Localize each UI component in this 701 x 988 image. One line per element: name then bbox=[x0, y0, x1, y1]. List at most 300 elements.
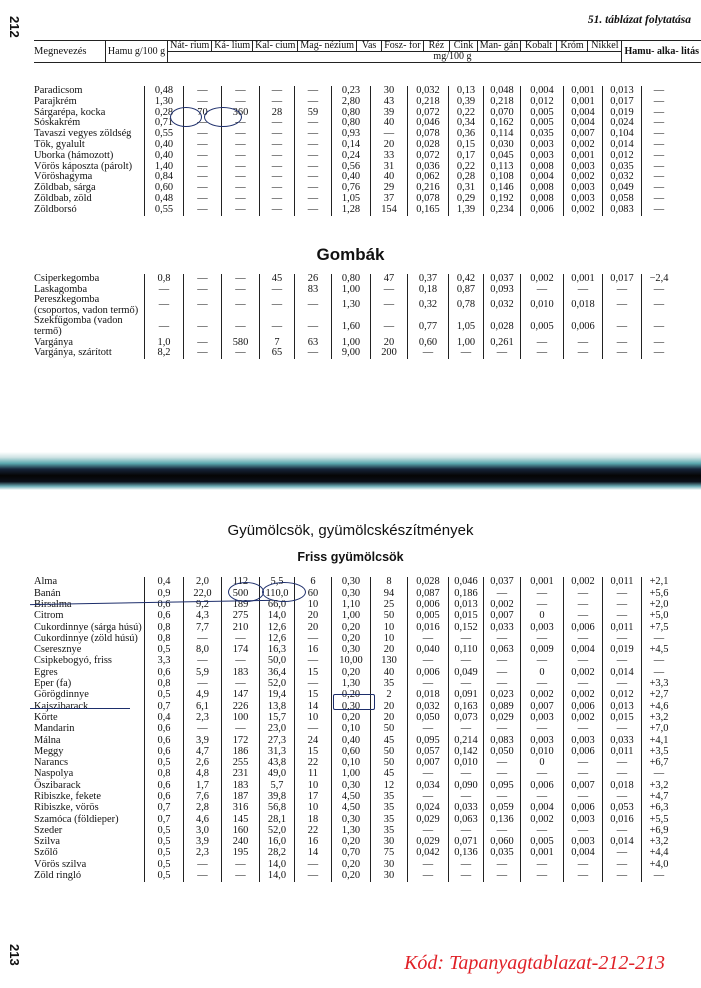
value-cell: +2,0 bbox=[642, 600, 677, 611]
scan-fold-band bbox=[0, 452, 701, 490]
value-cell: 0,036 bbox=[408, 162, 449, 173]
value-cell: 0,20 bbox=[332, 713, 371, 724]
pen-box-mark bbox=[333, 694, 375, 710]
value-cell: 7,7 bbox=[184, 622, 222, 633]
value-cell: 20 bbox=[371, 713, 408, 724]
value-cell: 0,014 bbox=[603, 837, 642, 848]
value-cell: — bbox=[449, 871, 484, 882]
table-row bbox=[34, 859, 676, 870]
value-cell: 0,060 bbox=[484, 837, 521, 848]
value-cell: — bbox=[449, 792, 484, 803]
value-cell: 0,033 bbox=[484, 622, 521, 633]
value-cell: 0,70 bbox=[332, 848, 371, 859]
col-nikkel: Nikkel bbox=[588, 41, 622, 52]
value-cell: 0,4 bbox=[145, 577, 184, 588]
value-cell: 0,063 bbox=[449, 814, 484, 825]
value-cell: 240 bbox=[222, 837, 260, 848]
value-cell: 0,078 bbox=[408, 129, 449, 140]
value-cell: 1,28 bbox=[332, 205, 371, 216]
value-cell: 0,7 bbox=[145, 814, 184, 825]
value-cell: — bbox=[521, 792, 564, 803]
value-cell: 0,063 bbox=[484, 645, 521, 656]
value-cell: 0,214 bbox=[449, 735, 484, 746]
value-cell: 0,114 bbox=[484, 129, 521, 140]
value-cell: 0,22 bbox=[449, 162, 484, 173]
value-cell: — bbox=[603, 792, 642, 803]
value-cell: — bbox=[222, 172, 260, 183]
value-cell: — bbox=[484, 758, 521, 769]
value-cell: 4,50 bbox=[332, 792, 371, 803]
row-name-cell: Pereszkegomba (csoportos, vadon termő) bbox=[34, 294, 139, 316]
value-cell: 22 bbox=[295, 826, 332, 837]
value-cell: 40 bbox=[371, 172, 408, 183]
value-cell: 4,50 bbox=[332, 803, 371, 814]
value-cell: 14 bbox=[295, 848, 332, 859]
value-cell: 4,7 bbox=[184, 746, 222, 757]
value-cell: 11 bbox=[295, 769, 332, 780]
value-cell: 0,024 bbox=[408, 803, 449, 814]
value-cell: 3,9 bbox=[184, 735, 222, 746]
value-cell: 0,78 bbox=[449, 295, 484, 316]
value-cell: 316 bbox=[222, 803, 260, 814]
value-cell: — bbox=[603, 611, 642, 622]
col-hamu: Hamu g/100 g bbox=[105, 41, 167, 63]
value-cell: — bbox=[603, 338, 642, 349]
value-cell: — bbox=[449, 348, 484, 359]
row-name-cell: Naspolya bbox=[34, 768, 74, 780]
value-cell: 0,110 bbox=[449, 645, 484, 656]
value-cell: — bbox=[484, 826, 521, 837]
value-cell: 580 bbox=[222, 338, 260, 349]
value-cell: 0,30 bbox=[332, 780, 371, 791]
value-cell: 0,005 bbox=[408, 611, 449, 622]
value-cell: 0,002 bbox=[564, 577, 603, 588]
value-cell: 6 bbox=[295, 577, 332, 588]
value-cell: 0,17 bbox=[449, 151, 484, 162]
value-cell: 0,083 bbox=[484, 735, 521, 746]
value-cell: 0,20 bbox=[332, 667, 371, 678]
value-cell: 0,001 bbox=[521, 577, 564, 588]
section-title-fresh-fruits: Friss gyümölcsök bbox=[297, 550, 404, 564]
row-name-cell: Ribiszke, fekete bbox=[34, 790, 101, 802]
value-cell: 28 bbox=[260, 108, 295, 119]
value-cell: 8,2 bbox=[145, 348, 184, 359]
value-cell: — bbox=[184, 679, 222, 690]
value-cell: 12 bbox=[371, 780, 408, 791]
fruits-table bbox=[34, 577, 676, 882]
value-cell: 0,003 bbox=[564, 837, 603, 848]
value-cell: — bbox=[260, 295, 295, 316]
row-name-cell: Birsalma bbox=[34, 598, 72, 610]
value-cell: 0,004 bbox=[564, 118, 603, 129]
value-cell: — bbox=[184, 86, 222, 97]
value-cell: 0,6 bbox=[145, 600, 184, 611]
value-cell: — bbox=[449, 826, 484, 837]
value-cell: 15 bbox=[295, 746, 332, 757]
value-cell: — bbox=[449, 633, 484, 644]
table-row bbox=[34, 633, 676, 644]
value-cell: 112 bbox=[222, 577, 260, 588]
value-cell: — bbox=[222, 871, 260, 882]
col-kobalt: Kobalt bbox=[521, 41, 556, 52]
value-cell: 1,30 bbox=[332, 295, 371, 316]
value-cell: 0,5 bbox=[145, 837, 184, 848]
value-cell: 10 bbox=[295, 803, 332, 814]
value-cell: 26 bbox=[295, 274, 332, 285]
value-cell: 0,004 bbox=[564, 645, 603, 656]
value-cell: — bbox=[564, 724, 603, 735]
value-cell: — bbox=[184, 194, 222, 205]
value-cell: 35 bbox=[371, 679, 408, 690]
row-name-cell: Szekfűgomba (vadon termő) bbox=[34, 315, 123, 337]
value-cell: 0,30 bbox=[332, 814, 371, 825]
vegetables-table bbox=[34, 86, 676, 216]
value-cell: 0,37 bbox=[408, 274, 449, 285]
value-cell: 0,104 bbox=[603, 129, 642, 140]
value-cell: 45 bbox=[371, 735, 408, 746]
value-cell: 10 bbox=[295, 713, 332, 724]
value-cell: 0,003 bbox=[564, 194, 603, 205]
table-row bbox=[34, 205, 676, 216]
value-cell: 50 bbox=[371, 746, 408, 757]
value-cell: 19,4 bbox=[260, 690, 295, 701]
value-cell: — bbox=[484, 724, 521, 735]
pen-underline-mark bbox=[30, 708, 130, 709]
value-cell: 187 bbox=[222, 792, 260, 803]
value-cell: — bbox=[222, 162, 260, 173]
value-cell: 0,32 bbox=[408, 295, 449, 316]
value-cell: 52,0 bbox=[260, 679, 295, 690]
value-cell: — bbox=[222, 724, 260, 735]
row-name-cell: Sárgarépa, kocka bbox=[34, 106, 106, 118]
table-row bbox=[34, 792, 676, 803]
value-cell: 70 bbox=[184, 108, 222, 119]
value-cell: 0,80 bbox=[332, 274, 371, 285]
value-cell: 0,029 bbox=[408, 837, 449, 848]
value-cell: — bbox=[260, 140, 295, 151]
value-cell: 0,032 bbox=[603, 172, 642, 183]
value-cell: 23,0 bbox=[260, 724, 295, 735]
value-cell: 1,00 bbox=[332, 285, 371, 296]
value-cell: — bbox=[184, 859, 222, 870]
value-cell: +7,5 bbox=[642, 622, 677, 633]
value-cell: 47 bbox=[371, 274, 408, 285]
value-cell: 0,003 bbox=[564, 183, 603, 194]
value-cell: 0,012 bbox=[521, 97, 564, 108]
value-cell: 0,003 bbox=[521, 140, 564, 151]
value-cell: 0,218 bbox=[484, 97, 521, 108]
value-cell: — bbox=[603, 633, 642, 644]
row-name-cell: Uborka (hámozott) bbox=[34, 149, 114, 161]
value-cell: 0,034 bbox=[408, 780, 449, 791]
value-cell: 0,71 bbox=[145, 118, 184, 129]
value-cell: 40 bbox=[371, 667, 408, 678]
row-name-cell: Meggy bbox=[34, 745, 64, 757]
value-cell: 15 bbox=[295, 667, 332, 678]
value-cell: — bbox=[642, 338, 677, 349]
row-name-cell: Kajszibarack bbox=[34, 700, 89, 712]
value-cell: 0,003 bbox=[564, 814, 603, 825]
value-cell: — bbox=[184, 285, 222, 296]
value-cell: 0,091 bbox=[449, 690, 484, 701]
value-cell: 20 bbox=[371, 140, 408, 151]
value-cell: 50 bbox=[371, 611, 408, 622]
table-row bbox=[34, 600, 676, 611]
value-cell: 0,050 bbox=[408, 713, 449, 724]
value-cell: 174 bbox=[222, 645, 260, 656]
value-cell: +4,1 bbox=[642, 735, 677, 746]
value-cell: +2,7 bbox=[642, 690, 677, 701]
value-cell: 0,002 bbox=[521, 814, 564, 825]
value-cell: 0,004 bbox=[521, 86, 564, 97]
value-cell: 0,037 bbox=[484, 274, 521, 285]
table-row bbox=[34, 803, 676, 814]
value-cell: 0,095 bbox=[484, 780, 521, 791]
value-cell: +4,4 bbox=[642, 848, 677, 859]
value-cell: 0,028 bbox=[408, 140, 449, 151]
row-name-cell: Szőlő bbox=[34, 847, 58, 859]
value-cell: 0,5 bbox=[145, 645, 184, 656]
value-cell: 15 bbox=[295, 690, 332, 701]
value-cell: 0,035 bbox=[484, 848, 521, 859]
value-cell: 0,003 bbox=[564, 735, 603, 746]
table-row bbox=[34, 848, 676, 859]
value-cell: — bbox=[260, 162, 295, 173]
value-cell: — bbox=[295, 633, 332, 644]
value-cell: 1,30 bbox=[332, 679, 371, 690]
value-cell: — bbox=[295, 97, 332, 108]
value-cell: 100 bbox=[222, 713, 260, 724]
value-cell: — bbox=[603, 656, 642, 667]
value-cell: — bbox=[184, 162, 222, 173]
value-cell: +4,6 bbox=[642, 701, 677, 712]
table-row bbox=[34, 577, 676, 588]
value-cell: — bbox=[222, 129, 260, 140]
value-cell: — bbox=[564, 633, 603, 644]
table-row bbox=[34, 780, 676, 791]
value-cell: 0,011 bbox=[603, 746, 642, 757]
value-cell: 0,20 bbox=[332, 859, 371, 870]
value-cell: — bbox=[603, 826, 642, 837]
value-cell: 0,108 bbox=[484, 172, 521, 183]
pen-circle-mark bbox=[204, 107, 242, 127]
value-cell: 0,006 bbox=[408, 600, 449, 611]
value-cell: 14 bbox=[295, 701, 332, 712]
col-magnezium: Mag- nézium bbox=[298, 41, 357, 52]
value-cell: 0 bbox=[521, 758, 564, 769]
value-cell: — bbox=[145, 316, 184, 337]
value-cell: 14,0 bbox=[260, 611, 295, 622]
value-cell: — bbox=[222, 316, 260, 337]
value-cell: 0,046 bbox=[408, 118, 449, 129]
value-cell: 22 bbox=[295, 758, 332, 769]
value-cell: 4,3 bbox=[184, 611, 222, 622]
value-cell: 500 bbox=[222, 588, 260, 599]
table-row bbox=[34, 814, 676, 825]
value-cell: 29 bbox=[371, 183, 408, 194]
mushrooms-table bbox=[34, 274, 676, 359]
value-cell: 0,60 bbox=[332, 746, 371, 757]
value-cell: — bbox=[564, 826, 603, 837]
value-cell: — bbox=[184, 871, 222, 882]
value-cell: 145 bbox=[222, 814, 260, 825]
row-name-cell: Tök, gyalult bbox=[34, 139, 85, 151]
value-cell: 45 bbox=[371, 769, 408, 780]
value-cell: 0,002 bbox=[564, 172, 603, 183]
value-cell: 5,9 bbox=[184, 667, 222, 678]
table-row bbox=[34, 735, 676, 746]
value-cell: — bbox=[521, 656, 564, 667]
value-cell: — bbox=[484, 871, 521, 882]
value-cell: 0,186 bbox=[449, 588, 484, 599]
value-cell: 35 bbox=[371, 826, 408, 837]
row-name-cell: Zöldbab, sárga bbox=[34, 182, 96, 194]
value-cell: 0,002 bbox=[564, 205, 603, 216]
row-name-cell: Citrom bbox=[34, 610, 64, 622]
row-name-cell: Cukordinnye (zöld húsú) bbox=[34, 632, 138, 644]
value-cell: — bbox=[521, 633, 564, 644]
value-cell: 0,035 bbox=[521, 129, 564, 140]
value-cell: 3,9 bbox=[184, 837, 222, 848]
table-row bbox=[34, 837, 676, 848]
value-cell: 0,058 bbox=[603, 194, 642, 205]
table-row bbox=[34, 316, 676, 337]
value-cell: 0,9 bbox=[145, 588, 184, 599]
value-cell: 0,10 bbox=[332, 758, 371, 769]
value-cell: 0,15 bbox=[449, 140, 484, 151]
value-cell: 0,004 bbox=[521, 803, 564, 814]
value-cell: 0,045 bbox=[484, 151, 521, 162]
value-cell: +6,3 bbox=[642, 803, 677, 814]
value-cell: −2,4 bbox=[642, 274, 677, 285]
table-row bbox=[34, 295, 676, 316]
value-cell: 0,002 bbox=[564, 713, 603, 724]
value-cell: — bbox=[521, 826, 564, 837]
value-cell: 18 bbox=[295, 814, 332, 825]
value-cell: — bbox=[260, 118, 295, 129]
value-cell: — bbox=[484, 792, 521, 803]
value-cell: 0,39 bbox=[449, 97, 484, 108]
value-cell: 0,48 bbox=[145, 86, 184, 97]
value-cell: 0,002 bbox=[484, 600, 521, 611]
value-cell: 226 bbox=[222, 701, 260, 712]
value-cell: — bbox=[642, 667, 677, 678]
value-cell: — bbox=[642, 316, 677, 337]
row-name-cell: Cseresznye bbox=[34, 644, 82, 656]
value-cell: — bbox=[642, 108, 677, 119]
value-cell: 9,2 bbox=[184, 600, 222, 611]
value-cell: 20 bbox=[295, 622, 332, 633]
value-cell: 0,007 bbox=[408, 758, 449, 769]
value-cell: 0,012 bbox=[603, 151, 642, 162]
value-cell: — bbox=[260, 129, 295, 140]
value-cell: 33 bbox=[371, 151, 408, 162]
value-cell: 0,013 bbox=[603, 701, 642, 712]
value-cell: 0,028 bbox=[408, 577, 449, 588]
value-cell: — bbox=[521, 679, 564, 690]
value-cell: — bbox=[408, 859, 449, 870]
value-cell: 0,007 bbox=[521, 701, 564, 712]
value-cell: 0,062 bbox=[408, 172, 449, 183]
value-cell: 0,003 bbox=[521, 735, 564, 746]
value-cell: — bbox=[260, 86, 295, 97]
value-cell: 0,002 bbox=[564, 690, 603, 701]
value-cell: 0,016 bbox=[603, 814, 642, 825]
value-cell: 5,7 bbox=[260, 780, 295, 791]
value-cell: — bbox=[603, 600, 642, 611]
value-cell: 31 bbox=[371, 162, 408, 173]
value-cell: — bbox=[603, 758, 642, 769]
value-cell: — bbox=[642, 769, 677, 780]
value-cell: — bbox=[222, 285, 260, 296]
value-cell: 0,001 bbox=[564, 151, 603, 162]
table-row bbox=[34, 348, 676, 359]
value-cell: — bbox=[295, 316, 332, 337]
value-cell: 0,8 bbox=[145, 679, 184, 690]
value-cell: 360 bbox=[222, 108, 260, 119]
value-cell: 0,010 bbox=[449, 758, 484, 769]
value-cell: — bbox=[642, 183, 677, 194]
value-cell: +6,7 bbox=[642, 758, 677, 769]
value-cell: — bbox=[564, 588, 603, 599]
value-cell: 0,095 bbox=[408, 735, 449, 746]
value-cell: 0,006 bbox=[564, 803, 603, 814]
value-cell: — bbox=[184, 274, 222, 285]
value-cell: 1,05 bbox=[332, 194, 371, 205]
value-cell: — bbox=[408, 826, 449, 837]
value-cell: — bbox=[295, 348, 332, 359]
value-cell: — bbox=[484, 588, 521, 599]
value-cell: 1,30 bbox=[332, 826, 371, 837]
value-cell: 56,8 bbox=[260, 803, 295, 814]
value-cell: 110,0 bbox=[260, 588, 295, 599]
value-cell: 0,014 bbox=[603, 667, 642, 678]
value-cell: 0,216 bbox=[408, 183, 449, 194]
value-cell: 0,28 bbox=[145, 108, 184, 119]
value-cell: 0,8 bbox=[145, 769, 184, 780]
value-cell: — bbox=[642, 129, 677, 140]
value-cell: 3,3 bbox=[145, 656, 184, 667]
value-cell: 0,033 bbox=[603, 735, 642, 746]
value-cell: — bbox=[184, 724, 222, 735]
row-name-cell: Szilva bbox=[34, 836, 60, 848]
value-cell: 1,00 bbox=[332, 338, 371, 349]
value-cell: 0,136 bbox=[484, 814, 521, 825]
value-cell: — bbox=[564, 859, 603, 870]
value-cell: — bbox=[603, 848, 642, 859]
value-cell: 12,6 bbox=[260, 622, 295, 633]
value-cell: 0,18 bbox=[408, 285, 449, 296]
value-cell: — bbox=[222, 140, 260, 151]
value-cell: 0,050 bbox=[484, 746, 521, 757]
value-cell: 40 bbox=[371, 118, 408, 129]
value-cell: 0,006 bbox=[521, 205, 564, 216]
row-name-cell: Cukordinnye (sárga húsú) bbox=[34, 621, 142, 633]
value-cell: +4,7 bbox=[642, 792, 677, 803]
value-cell: — bbox=[484, 667, 521, 678]
value-cell: 0,42 bbox=[449, 274, 484, 285]
value-cell: 0,162 bbox=[484, 118, 521, 129]
value-cell: — bbox=[521, 859, 564, 870]
value-cell: 4,8 bbox=[184, 769, 222, 780]
value-cell: 0,023 bbox=[484, 690, 521, 701]
value-cell: — bbox=[184, 183, 222, 194]
value-cell: — bbox=[603, 859, 642, 870]
value-cell: 1,10 bbox=[332, 600, 371, 611]
value-cell: 0,006 bbox=[521, 780, 564, 791]
value-cell: 0,002 bbox=[564, 667, 603, 678]
col-kalium: Ká- lium bbox=[212, 41, 253, 52]
